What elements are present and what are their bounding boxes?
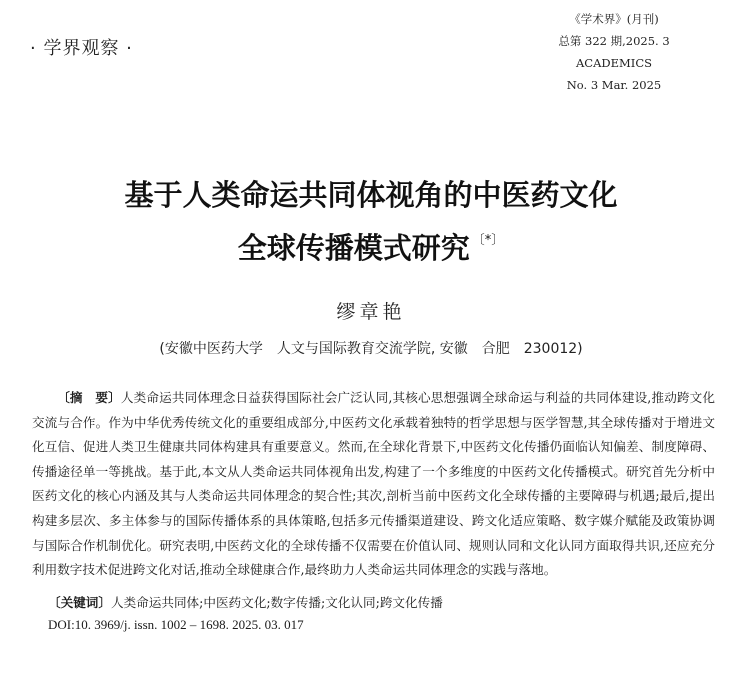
abstract-label: 〔摘 要〕 [57, 390, 121, 405]
journal-name: 《学术界》(月刊) [569, 12, 659, 26]
abstract [32, 386, 715, 583]
title-line-2: 全球传播模式研究 [237, 231, 470, 265]
title-line-1: 基于人类命运共同体视角的中医药文化 [124, 178, 618, 212]
keywords-text: 人类命运共同体;中医药文化;数字传播;文化认同;跨文化传播 [110, 595, 443, 610]
doi: DOI:10. 3969/j. issn. 1002 – 1698. 2025. 03. 017 [48, 617, 304, 632]
title-line-2-wrap [0, 218, 742, 271]
journal-issue: 总第 322 期,2025. 3 [558, 34, 670, 48]
keywords-label: 〔关键词〕 [48, 595, 111, 610]
column-tag: · 学界观察 · [30, 38, 133, 59]
article-title [0, 172, 742, 271]
title-footnote-mark[interactable]: 〔*〕 [471, 233, 505, 248]
journal-english-issue: No. 3 Mar. 2025 [566, 78, 662, 92]
journal-meta [514, 8, 714, 96]
author-affiliation: (安徽中医药大学 人文与国际教育交流学院, 安徽 合肥 230012) [159, 341, 583, 357]
keywords [48, 592, 718, 611]
author-name: 缪章艳 [336, 301, 406, 323]
abstract-text: 人类命运共同体理念日益获得国际社会广泛认同,其核心思想强调全球命运与利益的共同体建设,推动跨文化交流与合作。作为中华优秀传统文化的重要组成部分,中医药文化承载着独特的哲学思想与医学智慧,其全球传播对于增进文化互信、促进人类卫生健康共同体构建具有重要意义。然而,在全球化背景下,中医药文化传播仍面临认知偏差、制度障碍、传播途径单一等挑战。基于此,本文从人类命运共同体视角出发,构建了一个多维度的中医药文化传播模式。研究首先分析中医药文化的核心内涵及其与人类命运共同体理念的契合性;其次,剖析当前中医药文化全球传播的主要障碍与机遇;最后,提出构建多层次、多主体参与的国际传播体系的具体策略,包括多元传播渠道建设、跨文化适应策略、数字媒介赋能及政策协调与国际合作机制优化。研究表明,中医药文化的全球传播不仅需要在价值认同、规则认同和文化认同方面取得共识,还应充分利用数字技术促进跨文化对话,推动全球健康合作,最终助力人类命运共同体理念的实践与落地。 [32, 390, 716, 578]
journal-english-name: ACADEMICS [575, 56, 653, 70]
